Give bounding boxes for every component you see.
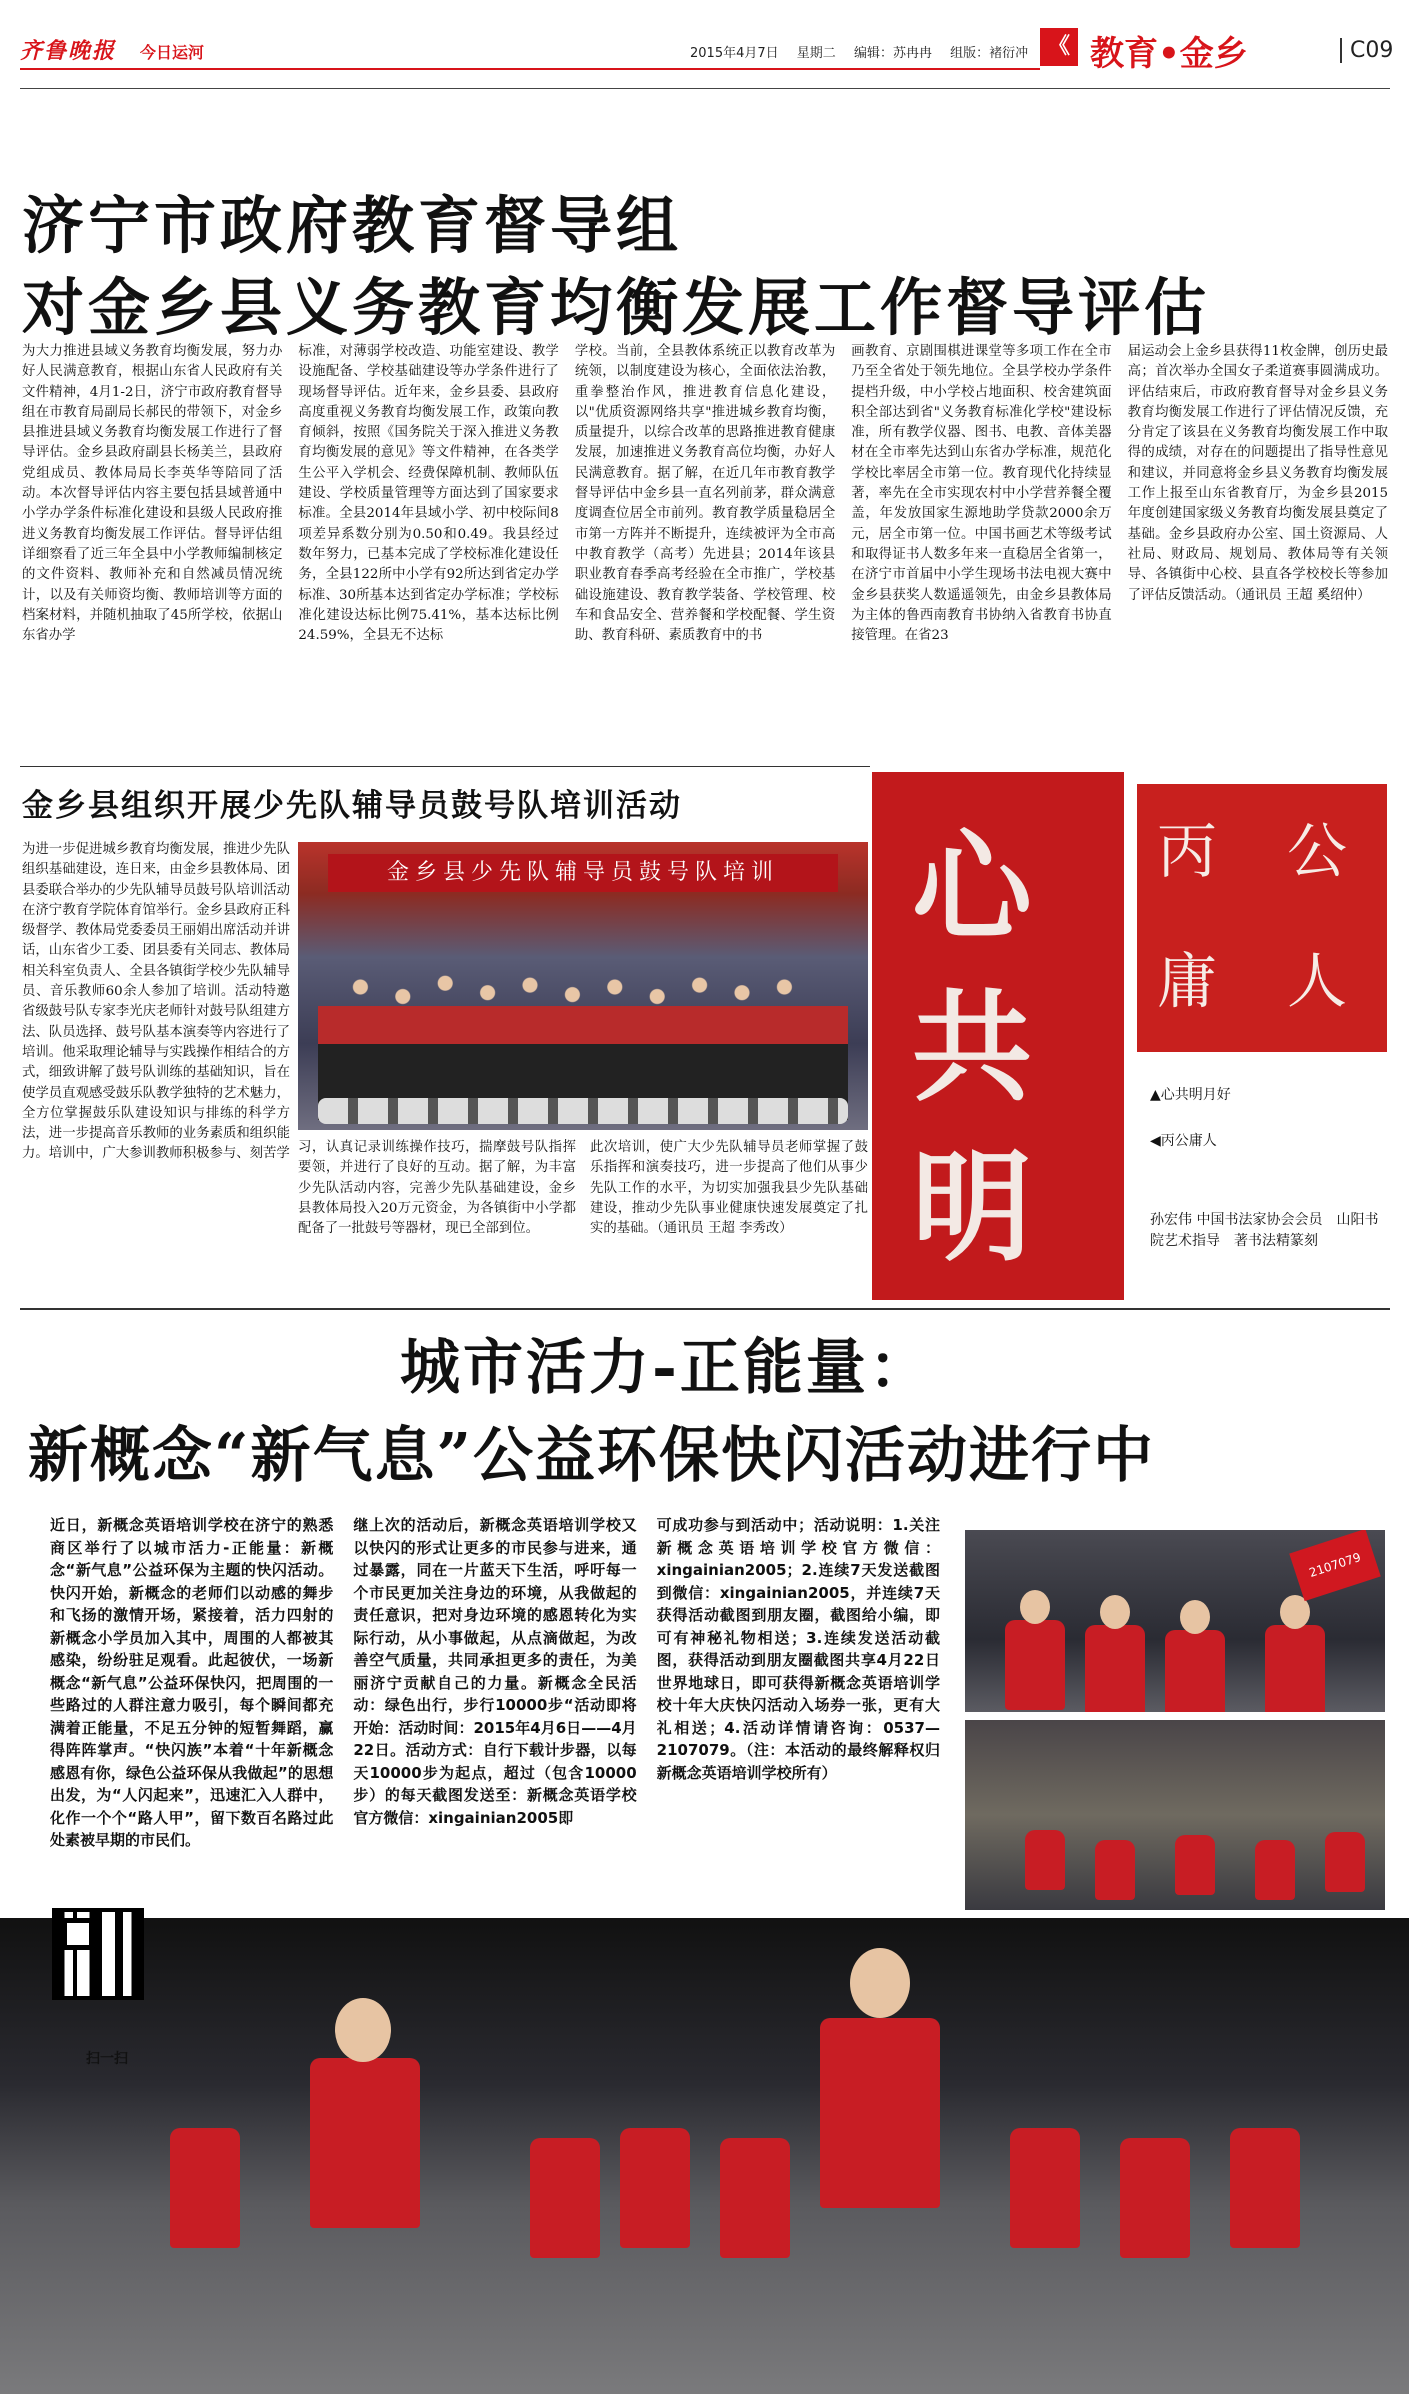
article3-body <box>50 1514 940 1904</box>
drum-training-photo <box>298 842 868 1130</box>
seal-credit <box>1150 1210 1386 1252</box>
article2-title: 金乡县组织开展少先队辅导员鼓号队培训活动 <box>22 788 682 824</box>
article1-col2: 标准，对薄弱学校改造、功能室建设、教学设施配备、学校基础建设等办学条件进行了现场督导评估。近年来，金乡县委、县政府高度重视义务教育均衡发展工作，政策向教育倾斜，按照《国务院关于深入推进义务教育均衡发展的意见》等文件精神，在各类学生公平入学机会、经费保障机制、教师队伍建设、学校质量管理等方面达到了国家要求标准。全县2014年县域小学、初中校际间8项差异系数分别为0.50和0.49。我县经过数年努力，已基本完成了学校标准化建设任务，全县122所中小学有92所达到省定办学标准、30所基本达到省定办学标准；学校标准化建设达标比例75.41%，基本达标比例24.59%，全县无不达标 <box>298 344 559 644</box>
section-chevron-icon: 《 <box>1040 28 1078 66</box>
article1-col4: 画教育、京剧围棋进课堂等多项工作在全市乃至全省处于领先地位。全县学校办学条件提档升级，中小学校占地面积、校舍建筑面积全部达到省"义务教育标准化学校"建设标准，所有教学仪器、图书、电教、音体美器材在全市率先达到山东省办学标准，规范化学校比率居全市第一位。教育现代化持续显著，率先在全市实现农村中小学营养餐全覆盖，年发放国家生源地助学贷款2000余万元，居全市第一位。中国书画艺术等级考试和取得证书人数多年来一直稳居全省第一，在济宁市首届中小学生现场书法电视大赛中金乡县获奖人数遥遥领先，由金乡县教体局为主体的鲁西南教育书协纳入省教育书协直接管理。在省23 <box>851 344 1112 644</box>
seal-caption-2: ◀丙公庸人 <box>1150 1133 1217 1149</box>
seal-image-2: 丙 公 庸 人 <box>1137 784 1387 1052</box>
edition-name: 今日运河 <box>140 43 205 62</box>
article2-col1: 为进一步促进城乡教育均衡发展，推进少先队组织基础建设，连日来，由金乡县教体局、团县委联合举办的少先队辅导员鼓号队培训活动在济宁教育学院体育馆举行。金乡县政府正科级督学、教体局党委委员王丽娟出席活动并讲话，山东省少工委、团县委有关同志、教体局相关科室负责人、全县各镇街学校少先队辅导员、音乐教师60余人参加了培训。活动特邀省级鼓号队专家李光庆老师针对鼓号队组建方法、队员选择、鼓号队基本演奏等内容进行了培训。他采取理论辅导与实践操作相结合的方式，细致讲解了鼓号队训练的基础知识，旨在使学员直观感受鼓乐队教学独特的艺术魅力，全方位掌握鼓乐队建设知识与排练的科学方法，进一步提高音乐教师的业务素质和组织能力。培训中，广大参训教师积极参与、刻苦学 <box>22 842 290 1162</box>
article1-title-line2: 对金乡县义务教育均衡发展工作督导评估 <box>22 271 1211 344</box>
photo-banner: 金乡县少先队辅导员鼓号队培训 <box>328 854 838 892</box>
qr-code[interactable] <box>52 1908 144 2000</box>
article1-col1: 为大力推进县域义务教育均衡发展，努力办好人民满意教育，根据山东省人民政府有关文件精神，4月1-2日，济宁市政府教育督导组在市教育局副局长郝民的带领下，对金乡县推进县域义务教育均衡发展工作进行了督导评估。金乡县政府副县长杨美兰，县政府党组成员、教体局局长李英华等陪同了活动。本次督导评估内容主要包括县域普通中小学办学条件标准化建设和县级人民政府推进义务教育均衡发展工作评估。督导评估组详细察看了近三年全县中小学教师编制核定的文件资料、教师补充和自然减员情况统计，以及有关师资均衡、教师培训等方面的档案材料，并随机抽取了45所学校，依据山东省办学 <box>22 344 283 644</box>
flashmob-photo-2 <box>965 1720 1385 1910</box>
seal-credit-name: 孙宏伟 <box>1150 1212 1192 1228</box>
issue-editor: 编辑：苏冉冉 <box>853 46 932 61</box>
article1-title-line1: 济宁市政府教育督导组 <box>22 189 683 262</box>
drum-row <box>318 1098 848 1124</box>
group-of-teachers <box>318 930 848 1120</box>
issue-layout: 组版：褚衍冲 <box>950 46 1029 61</box>
qr-label: 扫一扫 <box>86 2051 128 2067</box>
section-title <box>1090 26 1248 75</box>
article1-col3: 学校。当前，全县教体系统正以教育改革为统领，以制度建设为核心，全面依法治教，重拳整治作风，推进教育信息化建设，以"优质资源网络共享"推进城乡教育均衡，质量提升，以综合改革的思路推进教育健康发展，加速推进义务教育高位均衡，办好人民满意教育。据了解，在近几年市教育教学督导评估中金乡县一直名列前茅，群众满意度调查位居全市前列。教育教学质量稳居全市第一方阵并不断提升，连续被评为全市高中教育教学（高考）先进县；2014年该县职业教育春季高考经验在全市推广，学校基础设施建设、教育教学装备、学校管理、校车和食品安全、营养餐和学校配餐、学生资助、教育科研、素质教育中的书 <box>574 344 836 644</box>
issue-date: 2015年4月7日 <box>690 46 779 61</box>
article3-col1: 近日，新概念英语培训学校在济宁的熟悉商区举行了以城市活力-正能量：新概念“新气息”公益环保为主题的快闪活动。快闪开始，新概念的老师们以动感的舞步和飞扬的激情开场，紧接着，活力四射的新概念小学员加入其中，周围的人都被其感染，纷纷驻足观看。此起彼伏，一场新概念“新气息”公益环保快闪，把周围的一些路过的人群注意力吸引，每个瞬间都充满着正能量，不足五分钟的短暂舞蹈，赢得阵阵掌声。“快闪族”本着“十年新概念感恩有你，绿色公益环保从我做起”的思想出发，为“人闪起来”，迅速汇入人群中，化作一个个“路人甲”，留下数百名路过此处素被早期的市民们。 <box>50 1516 334 1849</box>
flashmob-photo-1 <box>965 1530 1385 1712</box>
article1-body <box>22 342 1388 732</box>
article3-col2: 继上次的活动后，新概念英语培训学校又以快闪的形式让更多的市民参与进来，通过暴露，同在一片蓝天下生活，呼吁每一个市民更加关注身边的环境，从我做起的责任意识，把对身边环境的感恩转化为实际行动，从小事做起，从点滴做起，为改善空气质量，共同承担更多的责任，为美丽济宁贡献自己的力量。新概念全民活动：绿色出行，步行10000步“活动即将开始：活动时间：2015年4月6日——4月22日。活动方式：自行下载计步器，以每天10000步为起点，超过（包含10000步）的每天截图发送至：新概念英语学校官方微信：xingainian2005即 <box>353 1516 637 1827</box>
flashmob-dance-photo <box>0 1918 1409 2394</box>
article3-col3: 可成功参与到活动中；活动说明：1.关注新概念英语培训学校官方微信：xingainian2005；2.连续7天发送截图到微信：xingainian2005，并连续7天获得活动截图到朋友圈，截图给小编，即可有神秘礼物相送；3.连续发送活动截图，获得活动到朋友圈截图共享4月22日世界地球日，即可获得新概念英语培训学校十年大庆快闪活动入场券一张，更有大礼相送；4.活动详情请咨询：0537—2107079。（注：本活动的最终解释权归新概念英语培训学校所有） <box>656 1516 940 1782</box>
section-title-dot: • <box>1158 34 1180 74</box>
issue-weekday: 星期二 <box>796 46 836 61</box>
flag: 2107079 <box>1289 1530 1381 1601</box>
masthead <box>0 0 1409 96</box>
masthead-rule <box>20 68 1040 70</box>
article3-title-line2: 新概念“新气息”公益环保快闪活动进行中 <box>28 1421 1156 1491</box>
masthead-rule-thin <box>20 88 1390 89</box>
seal-caption-1: ▲心共明月好 <box>1150 1087 1231 1103</box>
section-divider <box>20 766 870 767</box>
seal-image-1: 心 共 明 <box>872 772 1124 1300</box>
article2-col3: 此次培训，使广大少先队辅导员老师掌握了鼓乐指挥和演奏技巧，进一步提高了他们从事少先队工作的水平，为切实加强我县少先队基础建设，推动少先队事业健康快速发展奠定了扎实的基础。（通讯员 王超 李秀改） <box>590 1140 868 1237</box>
newspaper-brand: 齐鲁晚报 <box>20 38 117 64</box>
section-title-a: 教育 <box>1090 34 1158 74</box>
article1-col5: 届运动会上金乡县获得11枚金牌，创历史最高；首次举办全国女子柔道赛事圆满成功。评估结束后，市政府教育督导对金乡县义务教育均衡发展工作进行了评估情况反馈，充分肯定了该县在义务教育均衡发展工作中取得的成绩，对存在的问题提出了指导性意见和建议，并同意将金乡县义务教育均衡发展工作上报至山东省教育厅，为金乡县2015年度创建国家级义务教育均衡发展县奠定了基础。金乡县政府办公室、国土资源局、人社局、财政局、规划局、教体局等有关领导、各镇街中心校、县直各学校校长等参加了评估反馈活动。（通讯员 王超 奚绍仲） <box>1127 344 1389 603</box>
page-number: C09 <box>1340 38 1393 63</box>
issue-meta <box>690 42 1042 61</box>
seal-credit-desc: 中国书法家协会会员 山阳书院艺术指导 著书法精篆刻 <box>1150 1212 1379 1249</box>
section-title-b: 金乡 <box>1179 34 1248 74</box>
article3-title-line1: 城市活力-正能量： <box>400 1333 932 1403</box>
article2-col2: 习，认真记录训练操作技巧，揣摩鼓号队指挥要领，并进行了良好的互动。据了解，为丰富少先队活动内容，完善少先队基础建设，金乡县教体局投入20万元资金，为各镇街中小学都配备了一批鼓号等器材，现已全部到位。 <box>298 1140 576 1237</box>
section-divider-2 <box>20 1308 1390 1310</box>
